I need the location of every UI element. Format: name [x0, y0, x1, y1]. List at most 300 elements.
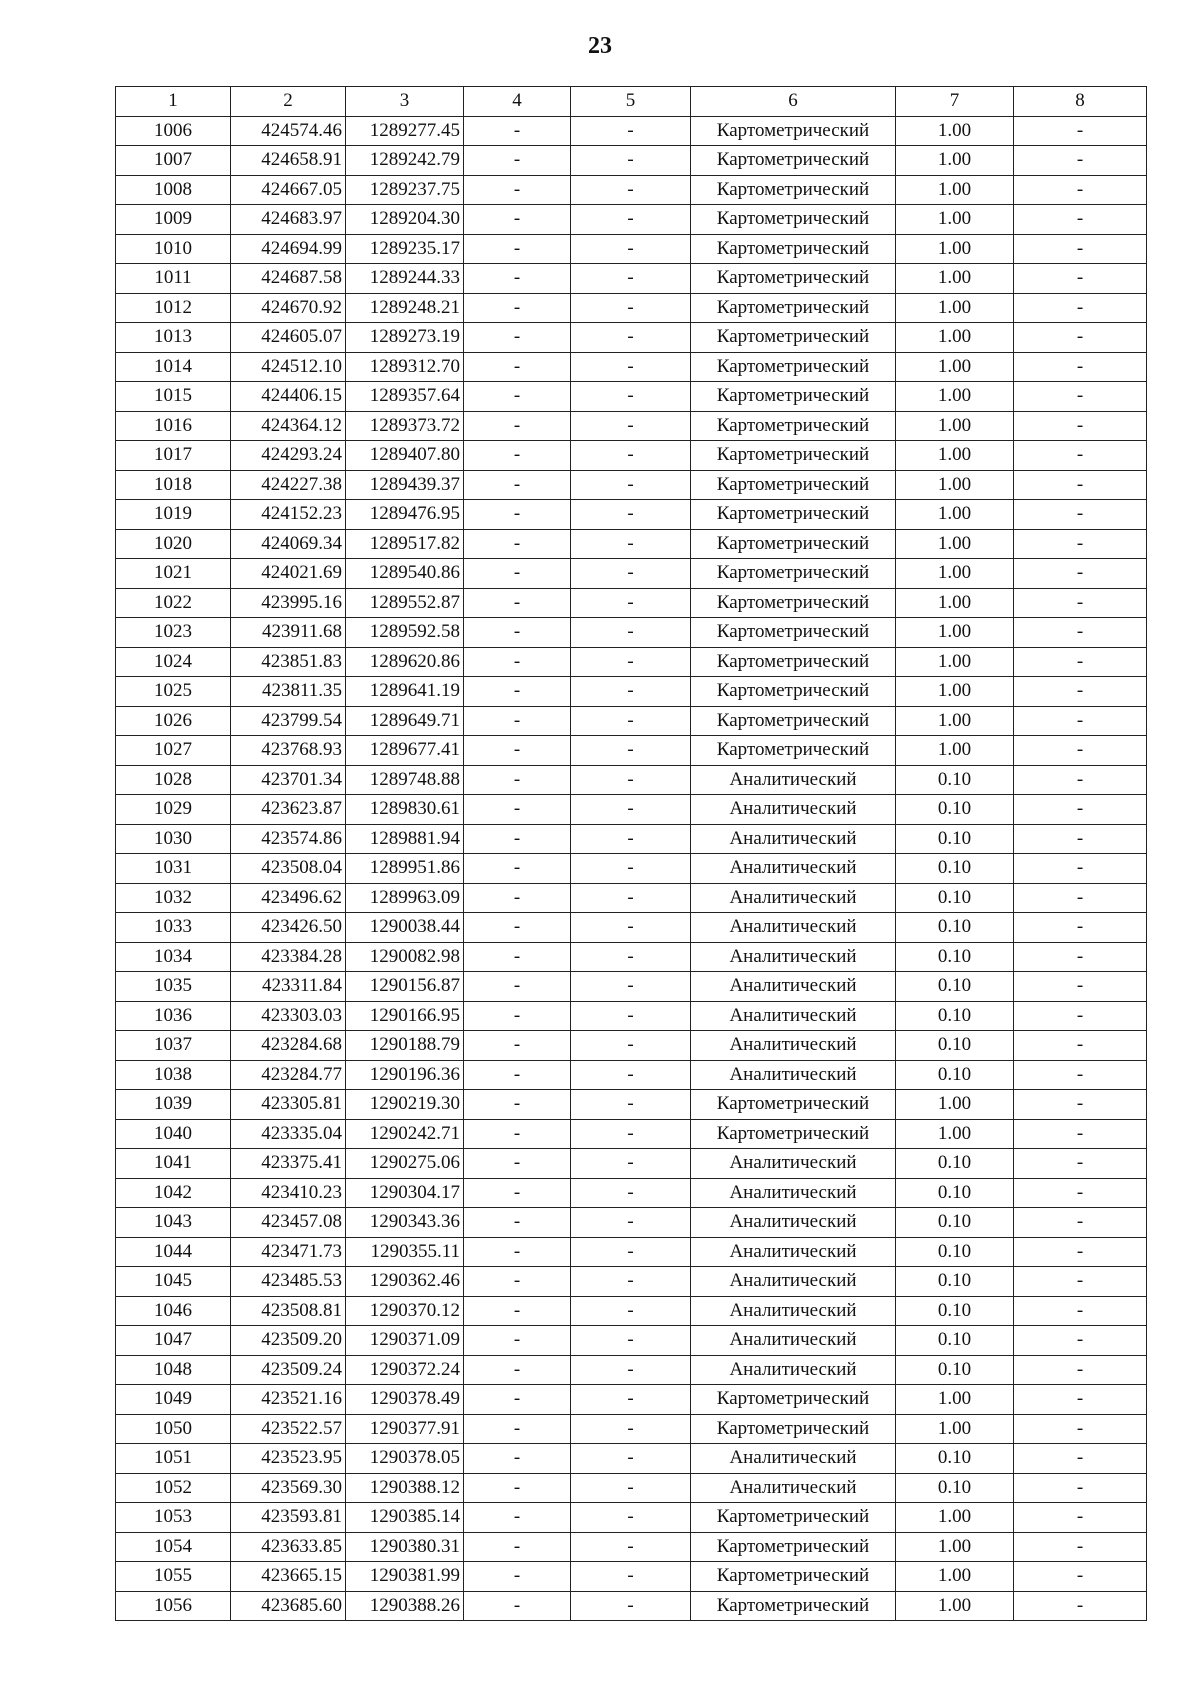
column-header-6: 6: [691, 87, 896, 117]
x-coordinate-cell: 423593.81: [231, 1503, 346, 1533]
method-cell: Картометрический: [691, 323, 896, 353]
point-number-cell: 1009: [116, 205, 231, 235]
accuracy-cell: 1.00: [896, 116, 1014, 146]
table-row: [116, 1562, 1147, 1592]
point-number-cell: 1008: [116, 175, 231, 205]
x-coordinate-cell: 423685.60: [231, 1591, 346, 1621]
col-4-cell: -: [464, 1473, 571, 1503]
method-cell: Аналитический: [691, 1149, 896, 1179]
col-5-cell: -: [571, 942, 691, 972]
x-coordinate-cell: 423799.54: [231, 706, 346, 736]
y-coordinate-cell: 1290377.91: [346, 1414, 464, 1444]
accuracy-cell: 1.00: [896, 234, 1014, 264]
table-row: [116, 854, 1147, 884]
col-4-cell: -: [464, 618, 571, 648]
table-row: [116, 1031, 1147, 1061]
col-8-cell: -: [1014, 470, 1147, 500]
col-4-cell: -: [464, 913, 571, 943]
y-coordinate-cell: 1290188.79: [346, 1031, 464, 1061]
col-4-cell: -: [464, 854, 571, 884]
point-number-cell: 1052: [116, 1473, 231, 1503]
x-coordinate-cell: 423911.68: [231, 618, 346, 648]
accuracy-cell: 0.10: [896, 1237, 1014, 1267]
x-coordinate-cell: 423457.08: [231, 1208, 346, 1238]
col-4-cell: -: [464, 1090, 571, 1120]
table-row: [116, 352, 1147, 382]
col-8-cell: -: [1014, 1267, 1147, 1297]
x-coordinate-cell: 423995.16: [231, 588, 346, 618]
point-number-cell: 1020: [116, 529, 231, 559]
x-coordinate-cell: 423471.73: [231, 1237, 346, 1267]
col-8-cell: -: [1014, 588, 1147, 618]
accuracy-cell: 0.10: [896, 942, 1014, 972]
accuracy-cell: 0.10: [896, 1473, 1014, 1503]
col-4-cell: -: [464, 1178, 571, 1208]
col-5-cell: -: [571, 824, 691, 854]
y-coordinate-cell: 1289476.95: [346, 500, 464, 530]
table-row: [116, 913, 1147, 943]
col-4-cell: -: [464, 529, 571, 559]
col-5-cell: -: [571, 352, 691, 382]
col-8-cell: -: [1014, 677, 1147, 707]
method-cell: Картометрический: [691, 1119, 896, 1149]
method-cell: Картометрический: [691, 1385, 896, 1415]
col-8-cell: -: [1014, 1473, 1147, 1503]
y-coordinate-cell: 1289641.19: [346, 677, 464, 707]
method-cell: Аналитический: [691, 1001, 896, 1031]
method-cell: Картометрический: [691, 1414, 896, 1444]
accuracy-cell: 1.00: [896, 323, 1014, 353]
y-coordinate-cell: 1290378.05: [346, 1444, 464, 1474]
accuracy-cell: 1.00: [896, 1119, 1014, 1149]
col-5-cell: -: [571, 1385, 691, 1415]
method-cell: Аналитический: [691, 854, 896, 884]
x-coordinate-cell: 423508.81: [231, 1296, 346, 1326]
col-4-cell: -: [464, 677, 571, 707]
method-cell: Картометрический: [691, 588, 896, 618]
col-5-cell: -: [571, 1208, 691, 1238]
col-8-cell: -: [1014, 1296, 1147, 1326]
point-number-cell: 1007: [116, 146, 231, 176]
col-5-cell: -: [571, 677, 691, 707]
y-coordinate-cell: 1289620.86: [346, 647, 464, 677]
x-coordinate-cell: 424364.12: [231, 411, 346, 441]
table-row: [116, 264, 1147, 294]
method-cell: Картометрический: [691, 382, 896, 412]
col-8-cell: -: [1014, 1562, 1147, 1592]
accuracy-cell: 1.00: [896, 382, 1014, 412]
col-8-cell: -: [1014, 795, 1147, 825]
x-coordinate-cell: 423335.04: [231, 1119, 346, 1149]
accuracy-cell: 1.00: [896, 1532, 1014, 1562]
col-4-cell: -: [464, 559, 571, 589]
accuracy-cell: 0.10: [896, 1326, 1014, 1356]
accuracy-cell: 0.10: [896, 765, 1014, 795]
col-8-cell: -: [1014, 264, 1147, 294]
x-coordinate-cell: 423851.83: [231, 647, 346, 677]
accuracy-cell: 1.00: [896, 175, 1014, 205]
col-8-cell: -: [1014, 323, 1147, 353]
col-4-cell: -: [464, 205, 571, 235]
x-coordinate-cell: 424687.58: [231, 264, 346, 294]
table-row: [116, 1178, 1147, 1208]
table-row: [116, 441, 1147, 471]
table-row: [116, 234, 1147, 264]
point-number-cell: 1016: [116, 411, 231, 441]
accuracy-cell: 0.10: [896, 1031, 1014, 1061]
method-cell: Картометрический: [691, 293, 896, 323]
col-8-cell: -: [1014, 736, 1147, 766]
accuracy-cell: 1.00: [896, 293, 1014, 323]
method-cell: Картометрический: [691, 146, 896, 176]
y-coordinate-cell: 1290372.24: [346, 1355, 464, 1385]
method-cell: Аналитический: [691, 1031, 896, 1061]
table-row: [116, 559, 1147, 589]
col-4-cell: -: [464, 1503, 571, 1533]
accuracy-cell: 0.10: [896, 1208, 1014, 1238]
column-header-4: 4: [464, 87, 571, 117]
x-coordinate-cell: 423311.84: [231, 972, 346, 1002]
y-coordinate-cell: 1289677.41: [346, 736, 464, 766]
col-5-cell: -: [571, 1532, 691, 1562]
y-coordinate-cell: 1289242.79: [346, 146, 464, 176]
y-coordinate-cell: 1289748.88: [346, 765, 464, 795]
accuracy-cell: 0.10: [896, 1296, 1014, 1326]
col-8-cell: -: [1014, 1385, 1147, 1415]
col-8-cell: -: [1014, 529, 1147, 559]
col-8-cell: -: [1014, 175, 1147, 205]
col-5-cell: -: [571, 795, 691, 825]
x-coordinate-cell: 423569.30: [231, 1473, 346, 1503]
table-row: [116, 1414, 1147, 1444]
y-coordinate-cell: 1289244.33: [346, 264, 464, 294]
col-5-cell: -: [571, 1267, 691, 1297]
y-coordinate-cell: 1290196.36: [346, 1060, 464, 1090]
y-coordinate-cell: 1290388.26: [346, 1591, 464, 1621]
accuracy-cell: 0.10: [896, 913, 1014, 943]
y-coordinate-cell: 1289540.86: [346, 559, 464, 589]
col-4-cell: -: [464, 883, 571, 913]
col-5-cell: -: [571, 1119, 691, 1149]
col-4-cell: -: [464, 1001, 571, 1031]
x-coordinate-cell: 424683.97: [231, 205, 346, 235]
point-number-cell: 1028: [116, 765, 231, 795]
table-row: [116, 116, 1147, 146]
col-4-cell: -: [464, 1414, 571, 1444]
col-4-cell: -: [464, 1444, 571, 1474]
x-coordinate-cell: 423375.41: [231, 1149, 346, 1179]
point-number-cell: 1015: [116, 382, 231, 412]
x-coordinate-cell: 424658.91: [231, 146, 346, 176]
col-5-cell: -: [571, 323, 691, 353]
col-8-cell: -: [1014, 1414, 1147, 1444]
method-cell: Аналитический: [691, 1267, 896, 1297]
col-5-cell: -: [571, 293, 691, 323]
accuracy-cell: 0.10: [896, 1060, 1014, 1090]
x-coordinate-cell: 424667.05: [231, 175, 346, 205]
col-8-cell: -: [1014, 883, 1147, 913]
point-number-cell: 1041: [116, 1149, 231, 1179]
y-coordinate-cell: 1290388.12: [346, 1473, 464, 1503]
accuracy-cell: 0.10: [896, 1444, 1014, 1474]
point-number-cell: 1046: [116, 1296, 231, 1326]
col-5-cell: -: [571, 1444, 691, 1474]
table-row: [116, 736, 1147, 766]
header-row: [116, 87, 1147, 117]
table-row: [116, 382, 1147, 412]
accuracy-cell: 1.00: [896, 1414, 1014, 1444]
x-coordinate-cell: 424021.69: [231, 559, 346, 589]
col-5-cell: -: [571, 1237, 691, 1267]
x-coordinate-cell: 423521.16: [231, 1385, 346, 1415]
y-coordinate-cell: 1289248.21: [346, 293, 464, 323]
col-5-cell: -: [571, 175, 691, 205]
point-number-cell: 1032: [116, 883, 231, 913]
point-number-cell: 1022: [116, 588, 231, 618]
col-8-cell: -: [1014, 1031, 1147, 1061]
y-coordinate-cell: 1289951.86: [346, 854, 464, 884]
table-row: [116, 1532, 1147, 1562]
col-8-cell: -: [1014, 1591, 1147, 1621]
table-row: [116, 529, 1147, 559]
page-number: 23: [588, 33, 612, 59]
col-8-cell: -: [1014, 765, 1147, 795]
accuracy-cell: 0.10: [896, 1149, 1014, 1179]
col-8-cell: -: [1014, 1119, 1147, 1149]
method-cell: Аналитический: [691, 1473, 896, 1503]
col-8-cell: -: [1014, 352, 1147, 382]
y-coordinate-cell: 1290362.46: [346, 1267, 464, 1297]
x-coordinate-cell: 424512.10: [231, 352, 346, 382]
method-cell: Картометрический: [691, 736, 896, 766]
col-4-cell: -: [464, 146, 571, 176]
accuracy-cell: 1.00: [896, 677, 1014, 707]
col-5-cell: -: [571, 647, 691, 677]
point-number-cell: 1056: [116, 1591, 231, 1621]
col-8-cell: -: [1014, 441, 1147, 471]
col-5-cell: -: [571, 972, 691, 1002]
accuracy-cell: 1.00: [896, 1503, 1014, 1533]
col-4-cell: -: [464, 972, 571, 1002]
method-cell: Картометрический: [691, 1090, 896, 1120]
col-4-cell: -: [464, 1060, 571, 1090]
point-number-cell: 1055: [116, 1562, 231, 1592]
method-cell: Картометрический: [691, 116, 896, 146]
point-number-cell: 1012: [116, 293, 231, 323]
method-cell: Аналитический: [691, 1208, 896, 1238]
x-coordinate-cell: 424293.24: [231, 441, 346, 471]
point-number-cell: 1025: [116, 677, 231, 707]
method-cell: Картометрический: [691, 175, 896, 205]
col-5-cell: -: [571, 1355, 691, 1385]
point-number-cell: 1049: [116, 1385, 231, 1415]
col-5-cell: -: [571, 854, 691, 884]
accuracy-cell: 0.10: [896, 972, 1014, 1002]
x-coordinate-cell: 423509.24: [231, 1355, 346, 1385]
method-cell: Картометрический: [691, 352, 896, 382]
x-coordinate-cell: 423509.20: [231, 1326, 346, 1356]
col-8-cell: -: [1014, 500, 1147, 530]
y-coordinate-cell: 1290355.11: [346, 1237, 464, 1267]
method-cell: Картометрический: [691, 234, 896, 264]
table-row: [116, 706, 1147, 736]
table-row: [116, 323, 1147, 353]
column-header-3: 3: [346, 87, 464, 117]
point-number-cell: 1023: [116, 618, 231, 648]
method-cell: Картометрический: [691, 411, 896, 441]
x-coordinate-cell: 423623.87: [231, 795, 346, 825]
point-number-cell: 1013: [116, 323, 231, 353]
col-5-cell: -: [571, 529, 691, 559]
col-5-cell: -: [571, 883, 691, 913]
table-row: [116, 795, 1147, 825]
accuracy-cell: 1.00: [896, 411, 1014, 441]
method-cell: Аналитический: [691, 795, 896, 825]
y-coordinate-cell: 1289407.80: [346, 441, 464, 471]
method-cell: Аналитический: [691, 1326, 896, 1356]
accuracy-cell: 1.00: [896, 470, 1014, 500]
point-number-cell: 1014: [116, 352, 231, 382]
point-number-cell: 1053: [116, 1503, 231, 1533]
point-number-cell: 1045: [116, 1267, 231, 1297]
y-coordinate-cell: 1289439.37: [346, 470, 464, 500]
col-4-cell: -: [464, 1562, 571, 1592]
col-8-cell: -: [1014, 824, 1147, 854]
accuracy-cell: 1.00: [896, 146, 1014, 176]
y-coordinate-cell: 1289204.30: [346, 205, 464, 235]
col-8-cell: -: [1014, 1090, 1147, 1120]
x-coordinate-cell: 424694.99: [231, 234, 346, 264]
col-8-cell: -: [1014, 559, 1147, 589]
col-5-cell: -: [571, 1178, 691, 1208]
accuracy-cell: 0.10: [896, 1355, 1014, 1385]
table-row: [116, 618, 1147, 648]
x-coordinate-cell: 424670.92: [231, 293, 346, 323]
col-8-cell: -: [1014, 293, 1147, 323]
table-row: [116, 972, 1147, 1002]
col-4-cell: -: [464, 1237, 571, 1267]
method-cell: Картометрический: [691, 500, 896, 530]
point-number-cell: 1043: [116, 1208, 231, 1238]
col-5-cell: -: [571, 1591, 691, 1621]
point-number-cell: 1042: [116, 1178, 231, 1208]
col-4-cell: -: [464, 116, 571, 146]
col-5-cell: -: [571, 1296, 691, 1326]
table-row: [116, 1296, 1147, 1326]
table-row: [116, 1444, 1147, 1474]
method-cell: Картометрический: [691, 1532, 896, 1562]
col-5-cell: -: [571, 913, 691, 943]
col-5-cell: -: [571, 146, 691, 176]
method-cell: Картометрический: [691, 1591, 896, 1621]
col-8-cell: -: [1014, 1001, 1147, 1031]
y-coordinate-cell: 1290156.87: [346, 972, 464, 1002]
x-coordinate-cell: 423426.50: [231, 913, 346, 943]
col-8-cell: -: [1014, 1149, 1147, 1179]
table-row: [116, 1090, 1147, 1120]
col-4-cell: -: [464, 1296, 571, 1326]
col-8-cell: -: [1014, 1326, 1147, 1356]
col-5-cell: -: [571, 559, 691, 589]
table-row: [116, 1149, 1147, 1179]
point-number-cell: 1026: [116, 706, 231, 736]
method-cell: Картометрический: [691, 205, 896, 235]
table-row: [116, 647, 1147, 677]
x-coordinate-cell: 423508.04: [231, 854, 346, 884]
table-row: [116, 500, 1147, 530]
col-4-cell: -: [464, 323, 571, 353]
col-8-cell: -: [1014, 618, 1147, 648]
y-coordinate-cell: 1290343.36: [346, 1208, 464, 1238]
y-coordinate-cell: 1289552.87: [346, 588, 464, 618]
accuracy-cell: 1.00: [896, 205, 1014, 235]
x-coordinate-cell: 424605.07: [231, 323, 346, 353]
method-cell: Картометрический: [691, 647, 896, 677]
x-coordinate-cell: 424152.23: [231, 500, 346, 530]
accuracy-cell: 1.00: [896, 500, 1014, 530]
col-8-cell: -: [1014, 1503, 1147, 1533]
table-row: [116, 588, 1147, 618]
col-8-cell: -: [1014, 234, 1147, 264]
table-row: [116, 1355, 1147, 1385]
col-4-cell: -: [464, 1031, 571, 1061]
col-5-cell: -: [571, 470, 691, 500]
y-coordinate-cell: 1289963.09: [346, 883, 464, 913]
point-number-cell: 1050: [116, 1414, 231, 1444]
col-4-cell: -: [464, 765, 571, 795]
col-8-cell: -: [1014, 116, 1147, 146]
x-coordinate-cell: 423523.95: [231, 1444, 346, 1474]
col-5-cell: -: [571, 116, 691, 146]
accuracy-cell: 0.10: [896, 1267, 1014, 1297]
method-cell: Картометрический: [691, 529, 896, 559]
accuracy-cell: 0.10: [896, 1178, 1014, 1208]
col-5-cell: -: [571, 1326, 691, 1356]
method-cell: Аналитический: [691, 1060, 896, 1090]
x-coordinate-cell: 423305.81: [231, 1090, 346, 1120]
method-cell: Картометрический: [691, 1562, 896, 1592]
accuracy-cell: 0.10: [896, 854, 1014, 884]
col-4-cell: -: [464, 500, 571, 530]
col-5-cell: -: [571, 1031, 691, 1061]
col-4-cell: -: [464, 1267, 571, 1297]
point-number-cell: 1031: [116, 854, 231, 884]
method-cell: Аналитический: [691, 913, 896, 943]
method-cell: Картометрический: [691, 559, 896, 589]
col-5-cell: -: [571, 736, 691, 766]
col-8-cell: -: [1014, 1532, 1147, 1562]
accuracy-cell: 1.00: [896, 736, 1014, 766]
col-4-cell: -: [464, 264, 571, 294]
accuracy-cell: 1.00: [896, 647, 1014, 677]
x-coordinate-cell: 423303.03: [231, 1001, 346, 1031]
table-row: [116, 1208, 1147, 1238]
y-coordinate-cell: 1290275.06: [346, 1149, 464, 1179]
col-4-cell: -: [464, 1355, 571, 1385]
point-number-cell: 1033: [116, 913, 231, 943]
col-5-cell: -: [571, 411, 691, 441]
accuracy-cell: 1.00: [896, 529, 1014, 559]
point-number-cell: 1036: [116, 1001, 231, 1031]
col-5-cell: -: [571, 1414, 691, 1444]
y-coordinate-cell: 1289357.64: [346, 382, 464, 412]
col-8-cell: -: [1014, 942, 1147, 972]
x-coordinate-cell: 423768.93: [231, 736, 346, 766]
accuracy-cell: 1.00: [896, 588, 1014, 618]
table-row: [116, 1385, 1147, 1415]
col-4-cell: -: [464, 647, 571, 677]
y-coordinate-cell: 1290242.71: [346, 1119, 464, 1149]
